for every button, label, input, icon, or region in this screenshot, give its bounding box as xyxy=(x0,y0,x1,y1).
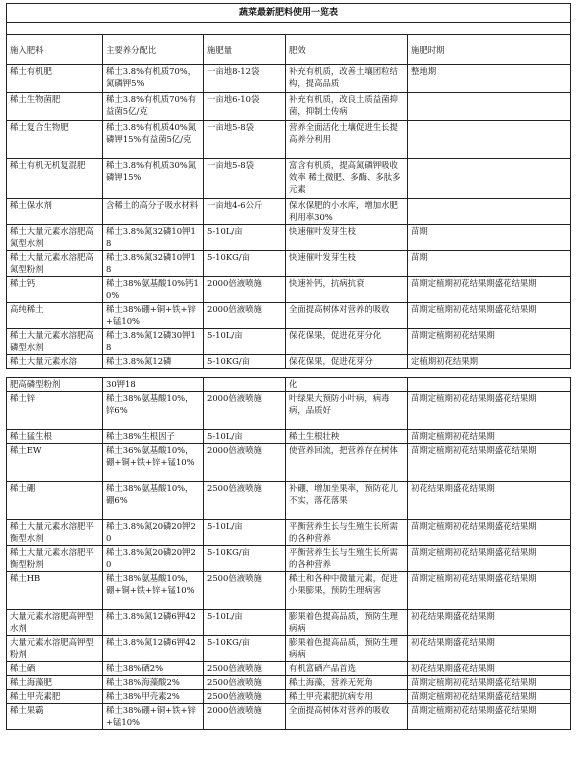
document-title: 蔬菜最新肥料使用一览表 xyxy=(7,4,571,23)
fertilizer-table-continued xyxy=(6,377,571,730)
table-cell: 稀土EW xyxy=(7,444,103,482)
table-cell: 2000倍液喷施 xyxy=(204,277,286,303)
table-cell: 稀土3.8%有机质70%有益菌5亿/克 xyxy=(103,93,204,121)
table-row xyxy=(7,329,571,355)
table-cell: 苗期定植期初花结果期盛花结果期 xyxy=(408,303,571,329)
table-cell xyxy=(408,159,571,199)
table-cell: 稀土硼 xyxy=(7,482,103,520)
table-cell: 平衡营养生长与生殖生长所需的各种营养 xyxy=(286,546,408,572)
table-cell: 5-10KG/亩 xyxy=(204,546,286,572)
table-row xyxy=(7,355,571,369)
table-cell: 初花结果期盛花结果期 xyxy=(408,636,571,662)
table-row xyxy=(7,378,571,392)
table-cell: 快速催叶发芽生枝 xyxy=(286,251,408,277)
table-cell: 稀土甲壳素肥 xyxy=(7,690,103,704)
column-header: 肥效 xyxy=(286,35,408,65)
table-cell: 稀土保水剂 xyxy=(7,199,103,225)
table-cell: 稀土复合生物肥 xyxy=(7,121,103,159)
table-cell: 2000倍液喷施 xyxy=(204,444,286,482)
table-cell: 稀土和各种中微量元素，促进小果膨果，预防生理病害 xyxy=(286,572,408,610)
table-cell: 苗期定植期初花结果期盛花结果期 xyxy=(408,676,571,690)
table-cell: 稀土有机无机复混肥 xyxy=(7,159,103,199)
table-cell: 一亩地4-6公斤 xyxy=(204,199,286,225)
table-cell xyxy=(408,121,571,159)
table-cell: 30钾18 xyxy=(103,378,204,392)
table-row xyxy=(7,392,571,430)
table-cell: 全面提高树体对营养的吸收 xyxy=(286,303,408,329)
table-cell: 一亩地8-12袋 xyxy=(204,65,286,93)
table-cell: 稀土大量元素水溶肥平衡型水剂 xyxy=(7,520,103,546)
table-row xyxy=(7,277,571,303)
table-cell: 初花结果期盛花结果期 xyxy=(408,610,571,636)
table-cell: 保花保果，促进花芽分 xyxy=(286,355,408,369)
table-cell: 整地期 xyxy=(408,65,571,93)
table-cell: 全面提高树体对营养的吸收 xyxy=(286,704,408,730)
table-cell: 稀土大量元素水溶肥高氮型粉剂 xyxy=(7,251,103,277)
table-row xyxy=(7,572,571,610)
table-cell: 2500倍液喷施 xyxy=(204,676,286,690)
table-cell: 稀土3.8%有机质40%氮磷钾15%有益菌5亿/克 xyxy=(103,121,204,159)
table-cell: 富含有机质，提高氮磷钾吸收效率 稀土微肥、多酶、多肽多元素 xyxy=(286,159,408,199)
table-cell: 5-10L/亩 xyxy=(204,430,286,444)
table-cell: 稀土甲壳素肥抗病专用 xyxy=(286,690,408,704)
table-cell: 有机富硒产品首选 xyxy=(286,662,408,676)
table-cell: 稀土3.8%氮12磷6钾42 xyxy=(103,610,204,636)
table-cell: 稀土38%氨基酸10%，硼6% xyxy=(103,482,204,520)
table-row xyxy=(7,65,571,93)
table-cell: 5-10L/亩 xyxy=(204,520,286,546)
table-cell: 5-10KG/亩 xyxy=(204,251,286,277)
table-cell: 稀土3.8%氮20磷20钾20 xyxy=(103,520,204,546)
table-cell: 苗期定植期初花结果期盛花结果期 xyxy=(408,572,571,610)
table-row xyxy=(7,303,571,329)
table-row xyxy=(7,546,571,572)
table-cell xyxy=(408,93,571,121)
table-cell: 初花结果期盛花结果期 xyxy=(408,662,571,676)
table-cell: 2500倍液喷施 xyxy=(204,662,286,676)
table-cell: 一亩地5-8袋 xyxy=(204,121,286,159)
table-cell: 5-10KG/亩 xyxy=(204,636,286,662)
table-cell xyxy=(204,378,286,392)
table-cell: 大量元素水溶肥高钾型粉剂 xyxy=(7,636,103,662)
table-cell: 快速催叶发芽生枝 xyxy=(286,225,408,251)
table-cell: 初花结果期盛花结果期 xyxy=(408,482,571,520)
table-cell: 稀土38%生根因子 xyxy=(103,430,204,444)
table-cell: 苗期 xyxy=(408,251,571,277)
table-cell: 稀土3.8%氮32磷10钾18 xyxy=(103,225,204,251)
table-header-row xyxy=(7,35,571,65)
table-cell: 稀土3.8%氮20磷20钾20 xyxy=(103,546,204,572)
table-cell: 2500倍液喷施 xyxy=(204,572,286,610)
fertilizer-table-top xyxy=(6,3,571,369)
table-cell: 含稀土的高分子吸水材料 xyxy=(103,199,204,225)
table-row xyxy=(7,676,571,690)
table-cell: 稀土海藻，营养无死角 xyxy=(286,676,408,690)
table-cell: 稀土38%硼+铜+铁+锌+锰10% xyxy=(103,704,204,730)
table-cell: 稀土38%甲壳素2% xyxy=(103,690,204,704)
table-cell: 苗期定植期初花结果期盛花结果期 xyxy=(408,520,571,546)
table-row xyxy=(7,690,571,704)
table-cell: 稀土3.8%氮12磷6钾42 xyxy=(103,636,204,662)
table-cell: 稀土3.8%氮12磷 xyxy=(103,355,204,369)
table-cell: 2000倍液喷施 xyxy=(204,392,286,430)
table-cell: 稀土38%硼+铜+铁+锌+锰10% xyxy=(103,303,204,329)
table-row xyxy=(7,121,571,159)
table-cell: 稀土36%氨基酸10%，硼+铜+铁+锌+锰10% xyxy=(103,444,204,482)
table-cell: 稀土生物菌肥 xyxy=(7,93,103,121)
table-cell: 补充有机质，改善土壤团粒结构，提高品质 xyxy=(286,65,408,93)
column-header: 施入肥料 xyxy=(7,35,103,65)
table-row xyxy=(7,159,571,199)
table-row xyxy=(7,430,571,444)
table-cell: 稀土HB xyxy=(7,572,103,610)
table-cell: 5-10L/亩 xyxy=(204,225,286,251)
table-cell: 稀土大量元素水溶肥高磷型水剂 xyxy=(7,329,103,355)
table-cell: 稀土3.8%氮12磷30钾18 xyxy=(103,329,204,355)
table-cell: 肥高磷型粉剂 xyxy=(7,378,103,392)
column-header: 施肥量 xyxy=(204,35,286,65)
table-cell: 稀土生根壮秧 xyxy=(286,430,408,444)
table-cell: 一亩地6-10袋 xyxy=(204,93,286,121)
table-cell: 定植期初花结果期 xyxy=(408,355,571,369)
table-row xyxy=(7,662,571,676)
table-cell: 5-10L/亩 xyxy=(204,610,286,636)
table-row xyxy=(7,610,571,636)
table-cell: 稀土38%氨基酸10%，锌6% xyxy=(103,392,204,430)
table-row xyxy=(7,704,571,730)
table-cell: 稀土38%硒2% xyxy=(103,662,204,676)
column-header: 施肥时期 xyxy=(408,35,571,65)
table-cell: 2500倍液喷施 xyxy=(204,482,286,520)
table-cell: 高纯稀土 xyxy=(7,303,103,329)
table-cell: 使营养回流，把营养存在树体 xyxy=(286,444,408,482)
table-cell: 苗期定植期初花结果期 xyxy=(408,329,571,355)
table-cell: 稀土硒 xyxy=(7,662,103,676)
table-cell: 苗期定植期初花结果期盛花结果期 xyxy=(408,444,571,482)
table-cell: 平衡营养生长与生殖生长所需的各种营养 xyxy=(286,520,408,546)
table-cell: 补硼，增加坐果率，预防花儿不实，落花落果 xyxy=(286,482,408,520)
table-cell: 稀土锌 xyxy=(7,392,103,430)
table-cell xyxy=(408,199,571,225)
table-cell: 稀土海藻肥 xyxy=(7,676,103,690)
table-cell: 苗期 xyxy=(408,225,571,251)
table-cell xyxy=(408,378,571,392)
table-cell: 苗期定植期初花结果期盛花结果期 xyxy=(408,546,571,572)
table-cell: 保花保果，促进花芽分化 xyxy=(286,329,408,355)
table-cell: 稀土有机肥 xyxy=(7,65,103,93)
table-cell: 稀土猛生根 xyxy=(7,430,103,444)
table-cell: 快速补钙，抗病抗衰 xyxy=(286,277,408,303)
table-cell: 苗期定植期初花结果期盛花结果期 xyxy=(408,392,571,430)
table-row xyxy=(7,482,571,520)
table-row xyxy=(7,444,571,482)
table-row xyxy=(7,520,571,546)
table-cell: 稀土果霸 xyxy=(7,704,103,730)
table-cell: 膨果着色提高品质，预防生理病病 xyxy=(286,636,408,662)
table-cell: 叶绿果大预防小叶病，病毒病，品质好 xyxy=(286,392,408,430)
column-header: 主要养分配比 xyxy=(103,35,204,65)
table-cell: 大量元素水溶肥高钾型水剂 xyxy=(7,610,103,636)
table-cell: 5-10L/亩 xyxy=(204,329,286,355)
table-cell: 稀土大量元素水溶肥高氮型水剂 xyxy=(7,225,103,251)
table-cell: 补充有机质，改良土质益菌抑菌，抑制土传病 xyxy=(286,93,408,121)
table-cell: 稀土38%氨基酸10%钙10% xyxy=(103,277,204,303)
table-cell: 稀土大量元素水溶肥平衡型粉剂 xyxy=(7,546,103,572)
table-cell: 一亩地5-8袋 xyxy=(204,159,286,199)
table-row xyxy=(7,93,571,121)
table-cell: 膨果着色提高品质，预防生理病病 xyxy=(286,610,408,636)
table-row xyxy=(7,251,571,277)
table-cell: 稀土3.8%有机质30%氮磷钾15% xyxy=(103,159,204,199)
table-cell: 苗期定植期初花结果期盛花结果期 xyxy=(408,690,571,704)
table-cell: 2500倍液喷施 xyxy=(204,690,286,704)
table-cell: 稀土大量元素水溶 xyxy=(7,355,103,369)
table-cell: 苗期定植期初花结果期盛花结果期 xyxy=(408,277,571,303)
table-cell: 稀土38%氨基酸10%，硼+铜+铁+锌+锰10% xyxy=(103,572,204,610)
table-cell: 稀土3.8%有机质70%，氮磷钾5% xyxy=(103,65,204,93)
table-cell: 苗期定植期初花结果期盛花结果期 xyxy=(408,704,571,730)
table-cell: 2000倍液喷施 xyxy=(204,704,286,730)
table-cell: 稀土3.8%氮32磷10钾18 xyxy=(103,251,204,277)
table-cell: 营养全面活化土壤促进生长提高养分利用 xyxy=(286,121,408,159)
table-cell: 稀土38%海藻酸2% xyxy=(103,676,204,690)
table-cell: 化 xyxy=(286,378,408,392)
table-cell: 5-10KG/亩 xyxy=(204,355,286,369)
table-cell: 保水保肥的小水库，增加水肥利用率30% xyxy=(286,199,408,225)
table-cell: 苗期定植期初花结果期 xyxy=(408,430,571,444)
table-row xyxy=(7,225,571,251)
table-row xyxy=(7,199,571,225)
table-row xyxy=(7,636,571,662)
document-page xyxy=(6,3,570,730)
table-cell: 稀土钙 xyxy=(7,277,103,303)
table-cell: 2000倍液喷施 xyxy=(204,303,286,329)
